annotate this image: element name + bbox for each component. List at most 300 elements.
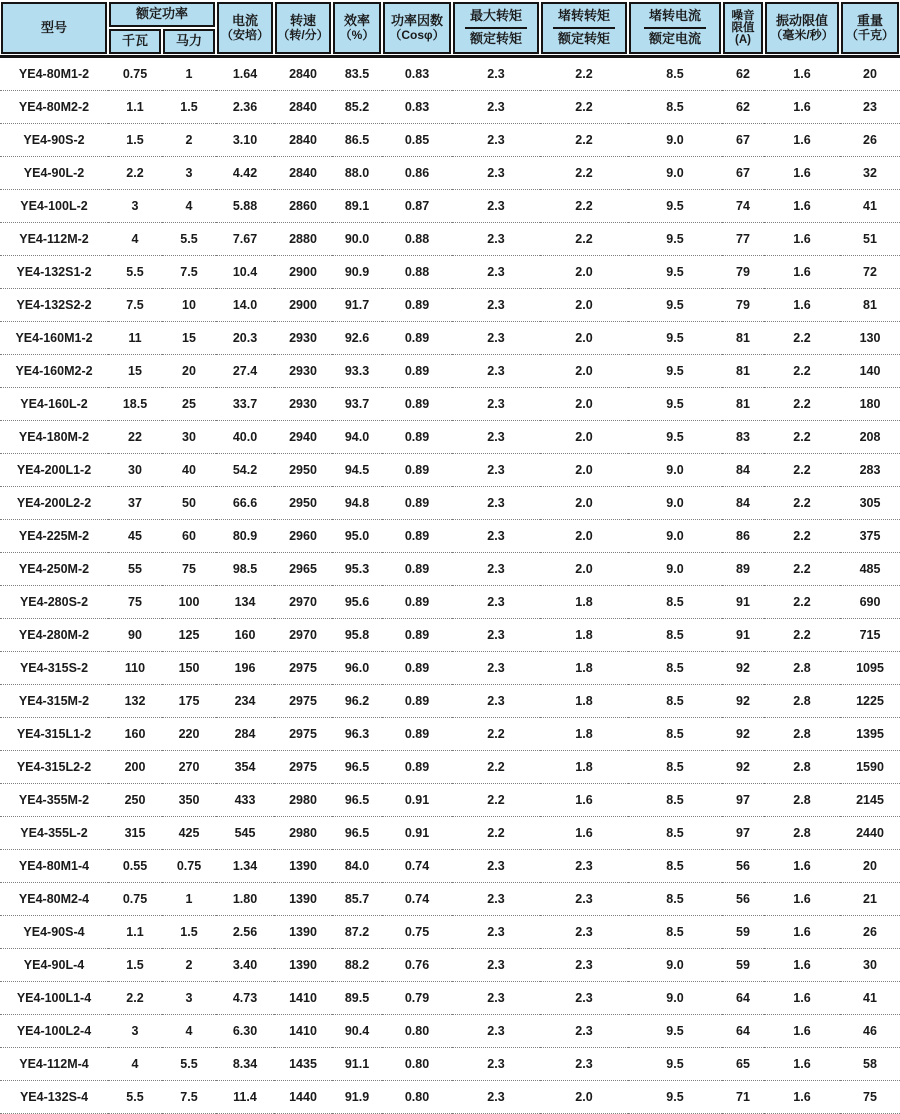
value-cell: 1.8 (540, 586, 628, 619)
value-cell: 1.5 (108, 949, 162, 982)
value-cell: 0.89 (382, 652, 452, 685)
value-cell: 110 (108, 652, 162, 685)
value-cell: 2.3 (452, 1081, 540, 1114)
value-cell: 425 (162, 817, 216, 850)
value-cell: 2.0 (540, 553, 628, 586)
value-cell: 92 (722, 751, 764, 784)
value-cell: 4.42 (216, 157, 274, 190)
value-cell: 0.89 (382, 586, 452, 619)
value-cell: 433 (216, 784, 274, 817)
value-cell: 545 (216, 817, 274, 850)
header-speed (275, 2, 331, 54)
header-power-factor-label: 功率因数 (390, 13, 443, 28)
model-cell: YE4-132S-4 (0, 1081, 108, 1114)
model-cell: YE4-80M2-4 (0, 883, 108, 916)
value-cell: 9.5 (628, 388, 722, 421)
value-cell: 1.6 (764, 850, 840, 883)
fraction-divider (553, 27, 615, 29)
value-cell: 8.5 (628, 850, 722, 883)
value-cell: 7.5 (162, 256, 216, 289)
value-cell: 1.6 (764, 1081, 840, 1114)
value-cell: 2980 (274, 784, 332, 817)
value-cell: 100 (162, 586, 216, 619)
value-cell: 2980 (274, 817, 332, 850)
value-cell: 0.75 (162, 850, 216, 883)
value-cell: 2.3 (452, 157, 540, 190)
value-cell: 23 (840, 91, 900, 124)
header-vibration-limit (765, 2, 839, 54)
model-cell: YE4-315S-2 (0, 652, 108, 685)
value-cell: 2.8 (764, 751, 840, 784)
model-cell: YE4-280M-2 (0, 619, 108, 652)
value-cell: 3 (162, 982, 216, 1015)
value-cell: 1.1 (108, 91, 162, 124)
header-model-label: 型号 (40, 19, 67, 35)
value-cell: 96.5 (332, 784, 382, 817)
header-rated-power-group (109, 2, 215, 27)
value-cell: 62 (722, 58, 764, 91)
value-cell: 2.2 (764, 487, 840, 520)
value-cell: 3 (108, 190, 162, 223)
header-hp-label: 马力 (175, 33, 202, 49)
header-locked-current-bottom: 额定电流 (648, 31, 701, 46)
value-cell: 9.5 (628, 322, 722, 355)
value-cell: 77 (722, 223, 764, 256)
value-cell: 150 (162, 652, 216, 685)
value-cell: 3 (108, 1015, 162, 1048)
value-cell: 2.3 (452, 223, 540, 256)
value-cell: 1 (162, 883, 216, 916)
value-cell: 1.6 (764, 256, 840, 289)
value-cell: 0.83 (382, 91, 452, 124)
value-cell: 0.75 (108, 58, 162, 91)
value-cell: 81 (722, 355, 764, 388)
value-cell: 1.6 (764, 157, 840, 190)
value-cell: 2.3 (540, 850, 628, 883)
table-row (0, 124, 900, 157)
value-cell: 130 (840, 322, 900, 355)
value-cell: 79 (722, 256, 764, 289)
value-cell: 2.0 (540, 388, 628, 421)
value-cell: 91.9 (332, 1081, 382, 1114)
value-cell: 84 (722, 487, 764, 520)
value-cell: 5.88 (216, 190, 274, 223)
value-cell: 96.3 (332, 718, 382, 751)
value-cell: 9.0 (628, 982, 722, 1015)
value-cell: 250 (108, 784, 162, 817)
value-cell: 9.5 (628, 289, 722, 322)
value-cell: 67 (722, 124, 764, 157)
value-cell: 98.5 (216, 553, 274, 586)
value-cell: 284 (216, 718, 274, 751)
value-cell: 8.5 (628, 784, 722, 817)
value-cell: 2.0 (540, 289, 628, 322)
value-cell: 7.5 (162, 1081, 216, 1114)
value-cell: 2975 (274, 718, 332, 751)
value-cell: 2.0 (540, 1081, 628, 1114)
table-row (0, 685, 900, 718)
value-cell: 15 (108, 355, 162, 388)
value-cell: 20 (162, 355, 216, 388)
value-cell: 46 (840, 1015, 900, 1048)
header-hp (163, 29, 215, 54)
value-cell: 2970 (274, 586, 332, 619)
model-cell: YE4-200L1-2 (0, 454, 108, 487)
value-cell: 2.2 (764, 355, 840, 388)
value-cell: 94.5 (332, 454, 382, 487)
value-cell: 81 (840, 289, 900, 322)
value-cell: 1095 (840, 652, 900, 685)
model-cell: YE4-160M1-2 (0, 322, 108, 355)
value-cell: 690 (840, 586, 900, 619)
value-cell: 27.4 (216, 355, 274, 388)
value-cell: 2.2 (764, 619, 840, 652)
value-cell: 9.0 (628, 487, 722, 520)
table-row (0, 883, 900, 916)
value-cell: 1.6 (764, 124, 840, 157)
value-cell: 0.91 (382, 784, 452, 817)
table-row (0, 817, 900, 850)
value-cell: 2.3 (452, 421, 540, 454)
value-cell: 2950 (274, 454, 332, 487)
value-cell: 2.3 (452, 586, 540, 619)
header-speed-label: 转速 (289, 13, 316, 28)
value-cell: 0.75 (382, 916, 452, 949)
value-cell: 2.3 (452, 619, 540, 652)
value-cell: 1.6 (764, 1048, 840, 1081)
model-cell: YE4-90S-4 (0, 916, 108, 949)
value-cell: 0.79 (382, 982, 452, 1015)
header-kw (109, 29, 161, 54)
value-cell: 97 (722, 817, 764, 850)
value-cell: 26 (840, 916, 900, 949)
value-cell: 8.5 (628, 619, 722, 652)
value-cell: 2.2 (540, 91, 628, 124)
model-cell: YE4-90L-2 (0, 157, 108, 190)
value-cell: 2975 (274, 751, 332, 784)
model-cell: YE4-280S-2 (0, 586, 108, 619)
table-row (0, 1048, 900, 1081)
value-cell: 8.5 (628, 91, 722, 124)
value-cell: 71 (722, 1081, 764, 1114)
header-current-unit: （安培） (220, 27, 269, 42)
value-cell: 9.5 (628, 223, 722, 256)
value-cell: 1.5 (162, 91, 216, 124)
value-cell: 3 (162, 157, 216, 190)
value-cell: 8.5 (628, 817, 722, 850)
header-noise-line2: 限值 (731, 21, 755, 34)
value-cell: 1.6 (764, 916, 840, 949)
header-model (1, 2, 107, 54)
value-cell: 2 (162, 949, 216, 982)
table-row (0, 949, 900, 982)
model-cell: YE4-132S2-2 (0, 289, 108, 322)
model-cell: YE4-80M1-2 (0, 58, 108, 91)
value-cell: 85.2 (332, 91, 382, 124)
value-cell: 6.30 (216, 1015, 274, 1048)
value-cell: 85.7 (332, 883, 382, 916)
value-cell: 0.88 (382, 223, 452, 256)
value-cell: 0.89 (382, 553, 452, 586)
value-cell: 1390 (274, 916, 332, 949)
value-cell: 30 (108, 454, 162, 487)
value-cell: 0.80 (382, 1048, 452, 1081)
table-row (0, 388, 900, 421)
value-cell: 8.5 (628, 685, 722, 718)
value-cell: 86.5 (332, 124, 382, 157)
value-cell: 2.3 (540, 1048, 628, 1081)
value-cell: 2.3 (540, 982, 628, 1015)
value-cell: 4 (108, 223, 162, 256)
value-cell: 715 (840, 619, 900, 652)
value-cell: 234 (216, 685, 274, 718)
value-cell: 91 (722, 619, 764, 652)
value-cell: 2.3 (452, 949, 540, 982)
value-cell: 2.0 (540, 322, 628, 355)
model-cell: YE4-355L-2 (0, 817, 108, 850)
fraction-divider (465, 27, 527, 29)
value-cell: 75 (108, 586, 162, 619)
value-cell: 2930 (274, 322, 332, 355)
value-cell: 0.89 (382, 454, 452, 487)
value-cell: 160 (216, 619, 274, 652)
header-current-label: 电流 (231, 13, 258, 28)
value-cell: 1395 (840, 718, 900, 751)
value-cell: 1.6 (764, 58, 840, 91)
value-cell: 2.2 (540, 58, 628, 91)
value-cell: 55 (108, 553, 162, 586)
model-cell: YE4-80M2-2 (0, 91, 108, 124)
header-noise-unit: (A) (735, 34, 751, 47)
value-cell: 41 (840, 982, 900, 1015)
value-cell: 5.5 (162, 223, 216, 256)
value-cell: 180 (840, 388, 900, 421)
header-vibration-unit: （毫米/秒） (770, 27, 834, 42)
table-row (0, 487, 900, 520)
value-cell: 1.5 (162, 916, 216, 949)
table-row (0, 289, 900, 322)
table-row (0, 751, 900, 784)
value-cell: 1.8 (540, 652, 628, 685)
value-cell: 2900 (274, 256, 332, 289)
value-cell: 1.8 (540, 751, 628, 784)
value-cell: 4 (162, 190, 216, 223)
value-cell: 79 (722, 289, 764, 322)
value-cell: 64 (722, 982, 764, 1015)
value-cell: 2.3 (540, 949, 628, 982)
value-cell: 0.89 (382, 289, 452, 322)
value-cell: 95.6 (332, 586, 382, 619)
value-cell: 0.89 (382, 718, 452, 751)
value-cell: 9.0 (628, 520, 722, 553)
value-cell: 0.89 (382, 520, 452, 553)
value-cell: 2.8 (764, 718, 840, 751)
value-cell: 2.2 (540, 124, 628, 157)
value-cell: 2930 (274, 388, 332, 421)
value-cell: 134 (216, 586, 274, 619)
value-cell: 0.87 (382, 190, 452, 223)
header-noise-limit (723, 2, 763, 54)
value-cell: 18.5 (108, 388, 162, 421)
header-max-torque-bottom: 额定转矩 (469, 31, 522, 46)
value-cell: 2975 (274, 652, 332, 685)
value-cell: 8.5 (628, 751, 722, 784)
value-cell: 2.2 (764, 553, 840, 586)
table-row (0, 718, 900, 751)
value-cell: 2.8 (764, 652, 840, 685)
value-cell: 2.0 (540, 355, 628, 388)
value-cell: 9.5 (628, 421, 722, 454)
value-cell: 2.2 (764, 421, 840, 454)
value-cell: 2.2 (452, 751, 540, 784)
value-cell: 1.6 (764, 223, 840, 256)
value-cell: 0.91 (382, 817, 452, 850)
value-cell: 2.3 (452, 553, 540, 586)
table-row (0, 1015, 900, 1048)
value-cell: 92 (722, 718, 764, 751)
value-cell: 2.2 (452, 784, 540, 817)
header-speed-unit: （转/分） (277, 27, 329, 42)
value-cell: 0.85 (382, 124, 452, 157)
value-cell: 2 (162, 124, 216, 157)
header-weight-label: 重量 (856, 13, 883, 28)
header-weight-unit: （千克） (845, 27, 894, 42)
header-rated-power-label: 额定功率 (135, 6, 188, 22)
value-cell: 1.8 (540, 685, 628, 718)
value-cell: 8.5 (628, 652, 722, 685)
value-cell: 64 (722, 1015, 764, 1048)
value-cell: 1.80 (216, 883, 274, 916)
value-cell: 40 (162, 454, 216, 487)
header-current (217, 2, 273, 54)
value-cell: 1.8 (540, 718, 628, 751)
value-cell: 0.89 (382, 421, 452, 454)
value-cell: 0.89 (382, 355, 452, 388)
value-cell: 95.0 (332, 520, 382, 553)
value-cell: 62 (722, 91, 764, 124)
value-cell: 96.5 (332, 817, 382, 850)
value-cell: 1.6 (764, 91, 840, 124)
value-cell: 90.9 (332, 256, 382, 289)
value-cell: 5.5 (108, 256, 162, 289)
value-cell: 2950 (274, 487, 332, 520)
value-cell: 1.34 (216, 850, 274, 883)
value-cell: 8.5 (628, 883, 722, 916)
value-cell: 1.5 (108, 124, 162, 157)
value-cell: 81 (722, 388, 764, 421)
value-cell: 9.5 (628, 1015, 722, 1048)
header-kw-label: 千瓦 (121, 33, 148, 49)
table-row (0, 157, 900, 190)
value-cell: 89 (722, 553, 764, 586)
value-cell: 92 (722, 685, 764, 718)
value-cell: 132 (108, 685, 162, 718)
value-cell: 1440 (274, 1081, 332, 1114)
value-cell: 21 (840, 883, 900, 916)
value-cell: 9.5 (628, 256, 722, 289)
value-cell: 8.5 (628, 916, 722, 949)
value-cell: 2.3 (452, 652, 540, 685)
value-cell: 9.5 (628, 190, 722, 223)
table-row (0, 454, 900, 487)
value-cell: 2145 (840, 784, 900, 817)
value-cell: 1.6 (764, 883, 840, 916)
value-cell: 87.2 (332, 916, 382, 949)
value-cell: 2.2 (764, 322, 840, 355)
value-cell: 208 (840, 421, 900, 454)
value-cell: 56 (722, 850, 764, 883)
value-cell: 8.5 (628, 718, 722, 751)
header-max-torque-ratio (453, 2, 539, 54)
header-noise-line1: 噪音 (731, 9, 755, 22)
model-cell: YE4-112M-2 (0, 223, 108, 256)
value-cell: 9.5 (628, 355, 722, 388)
header-efficiency (333, 2, 381, 54)
model-cell: YE4-132S1-2 (0, 256, 108, 289)
value-cell: 2840 (274, 91, 332, 124)
value-cell: 91.7 (332, 289, 382, 322)
value-cell: 83.5 (332, 58, 382, 91)
value-cell: 160 (108, 718, 162, 751)
value-cell: 0.76 (382, 949, 452, 982)
value-cell: 93.3 (332, 355, 382, 388)
table-row (0, 784, 900, 817)
table-row (0, 190, 900, 223)
value-cell: 220 (162, 718, 216, 751)
value-cell: 54.2 (216, 454, 274, 487)
table-header (0, 0, 900, 58)
value-cell: 2.8 (764, 784, 840, 817)
value-cell: 283 (840, 454, 900, 487)
value-cell: 40.0 (216, 421, 274, 454)
value-cell: 2965 (274, 553, 332, 586)
value-cell: 2930 (274, 355, 332, 388)
value-cell: 66.6 (216, 487, 274, 520)
value-cell: 2.3 (452, 487, 540, 520)
model-cell: YE4-355M-2 (0, 784, 108, 817)
value-cell: 10 (162, 289, 216, 322)
header-power-factor (383, 2, 451, 54)
value-cell: 270 (162, 751, 216, 784)
value-cell: 0.88 (382, 256, 452, 289)
value-cell: 0.74 (382, 850, 452, 883)
model-cell: YE4-80M1-4 (0, 850, 108, 883)
value-cell: 175 (162, 685, 216, 718)
value-cell: 56 (722, 883, 764, 916)
value-cell: 2.3 (452, 454, 540, 487)
value-cell: 41 (840, 190, 900, 223)
value-cell: 2970 (274, 619, 332, 652)
value-cell: 81 (722, 322, 764, 355)
value-cell: 2.2 (764, 388, 840, 421)
value-cell: 97 (722, 784, 764, 817)
value-cell: 92 (722, 652, 764, 685)
value-cell: 3.10 (216, 124, 274, 157)
model-cell: YE4-90S-2 (0, 124, 108, 157)
table-body (0, 58, 900, 1114)
value-cell: 2.3 (452, 124, 540, 157)
value-cell: 15 (162, 322, 216, 355)
value-cell: 2440 (840, 817, 900, 850)
value-cell: 3.40 (216, 949, 274, 982)
value-cell: 1.6 (764, 289, 840, 322)
value-cell: 9.0 (628, 949, 722, 982)
value-cell: 0.89 (382, 685, 452, 718)
value-cell: 485 (840, 553, 900, 586)
value-cell: 2.2 (452, 817, 540, 850)
value-cell: 20 (840, 58, 900, 91)
value-cell: 2840 (274, 124, 332, 157)
